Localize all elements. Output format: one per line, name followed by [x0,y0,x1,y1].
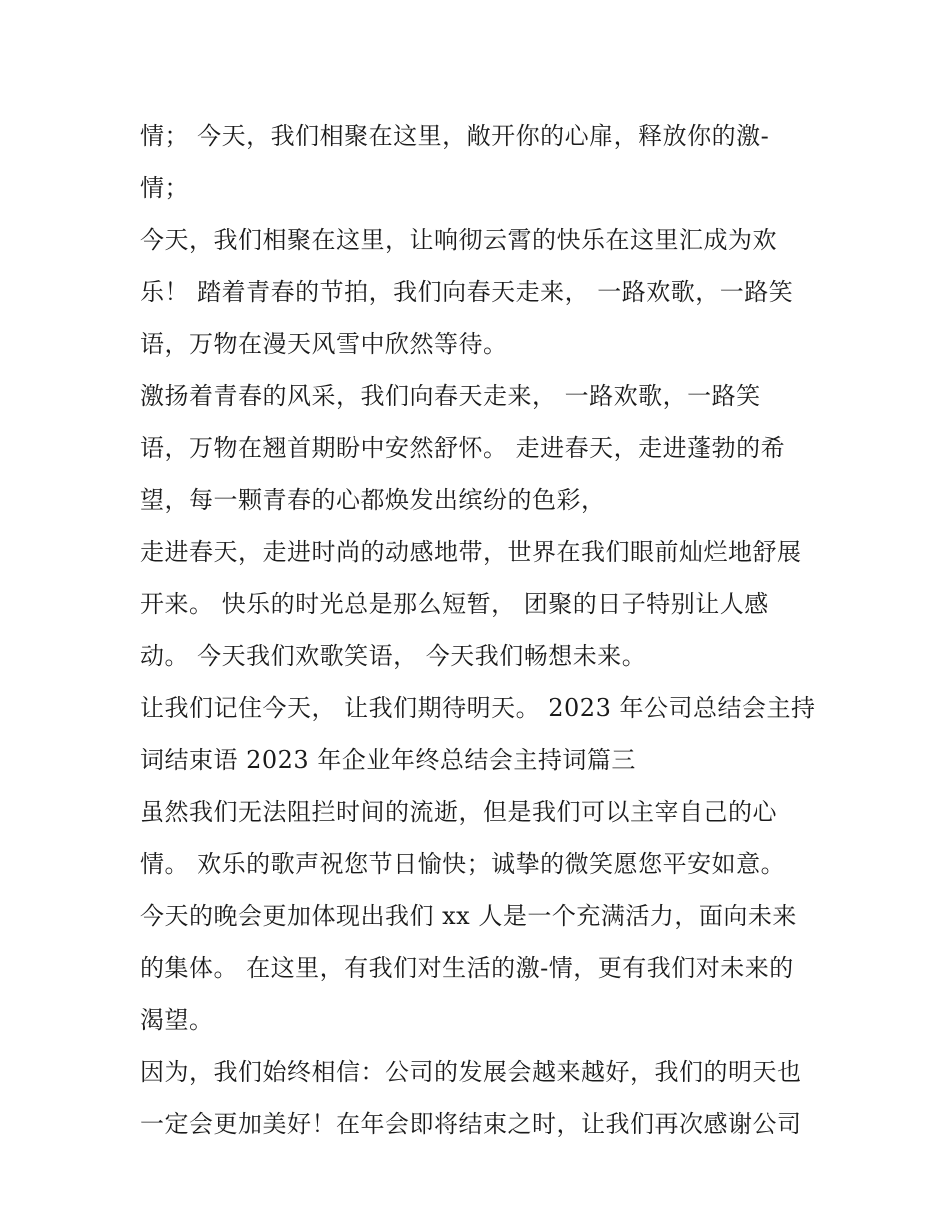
text-line: 的集体。 在这里，有我们对生活的激-情，更有我们对未来的 [140,954,794,982]
text-line: 一定会更加美好！在年会即将结束之时，让我们再次感谢公司 [140,1110,802,1138]
text-line: 让我们记住今天， 让我们期待明天。 2023 年公司总结会主持 [140,694,816,722]
text-line: 渴望。 [140,1006,214,1034]
text-line: 开来。 快乐的时光总是那么短暂， 团聚的日子特别让人感 [140,590,769,618]
text-line: 走进春天，走进时尚的动感地带，世界在我们眼前灿烂地舒展 [140,538,802,566]
text-line: 情； [140,174,189,202]
document-body [140,110,830,1150]
text-line: 语，万物在漫天风雪中欣然等待。 [140,330,508,358]
text-line: 因为，我们始终相信：公司的发展会越来越好，我们的明天也 [140,1058,802,1086]
text-line: 今天的晚会更加体现出我们 xx 人是一个充满活力，面向未来 [140,902,797,930]
text-line: 词结束语 2023 年企业年终总结会主持词篇三 [140,746,636,774]
text-line: 动。 今天我们欢歌笑语， 今天我们畅想未来。 [140,642,647,670]
text-line: 今天，我们相聚在这里，让响彻云霄的快乐在这里汇成为欢 [140,226,777,254]
text-line: 语，万物在翘首期盼中安然舒怀。 走进春天，走进蓬勃的希 [140,434,786,462]
text-line: 虽然我们无法阻拦时间的流逝，但是我们可以主宰自己的心 [140,798,777,826]
text-line: 乐！ 踏着青春的节拍，我们向春天走来， 一路欢歌，一路笑 [140,278,794,306]
text-line: 激扬着青春的风采，我们向春天走来， 一路欢歌，一路笑 [140,382,761,410]
text-line: 情。 欢乐的歌声祝您节日愉快；诚挚的微笑愿您平安如意。 [140,850,786,878]
text-line: 情； 今天，我们相聚在这里，敞开你的心扉，释放你的激- [140,122,770,150]
text-line: 望，每一颗青春的心都焕发出缤纷的色彩， [140,486,606,514]
